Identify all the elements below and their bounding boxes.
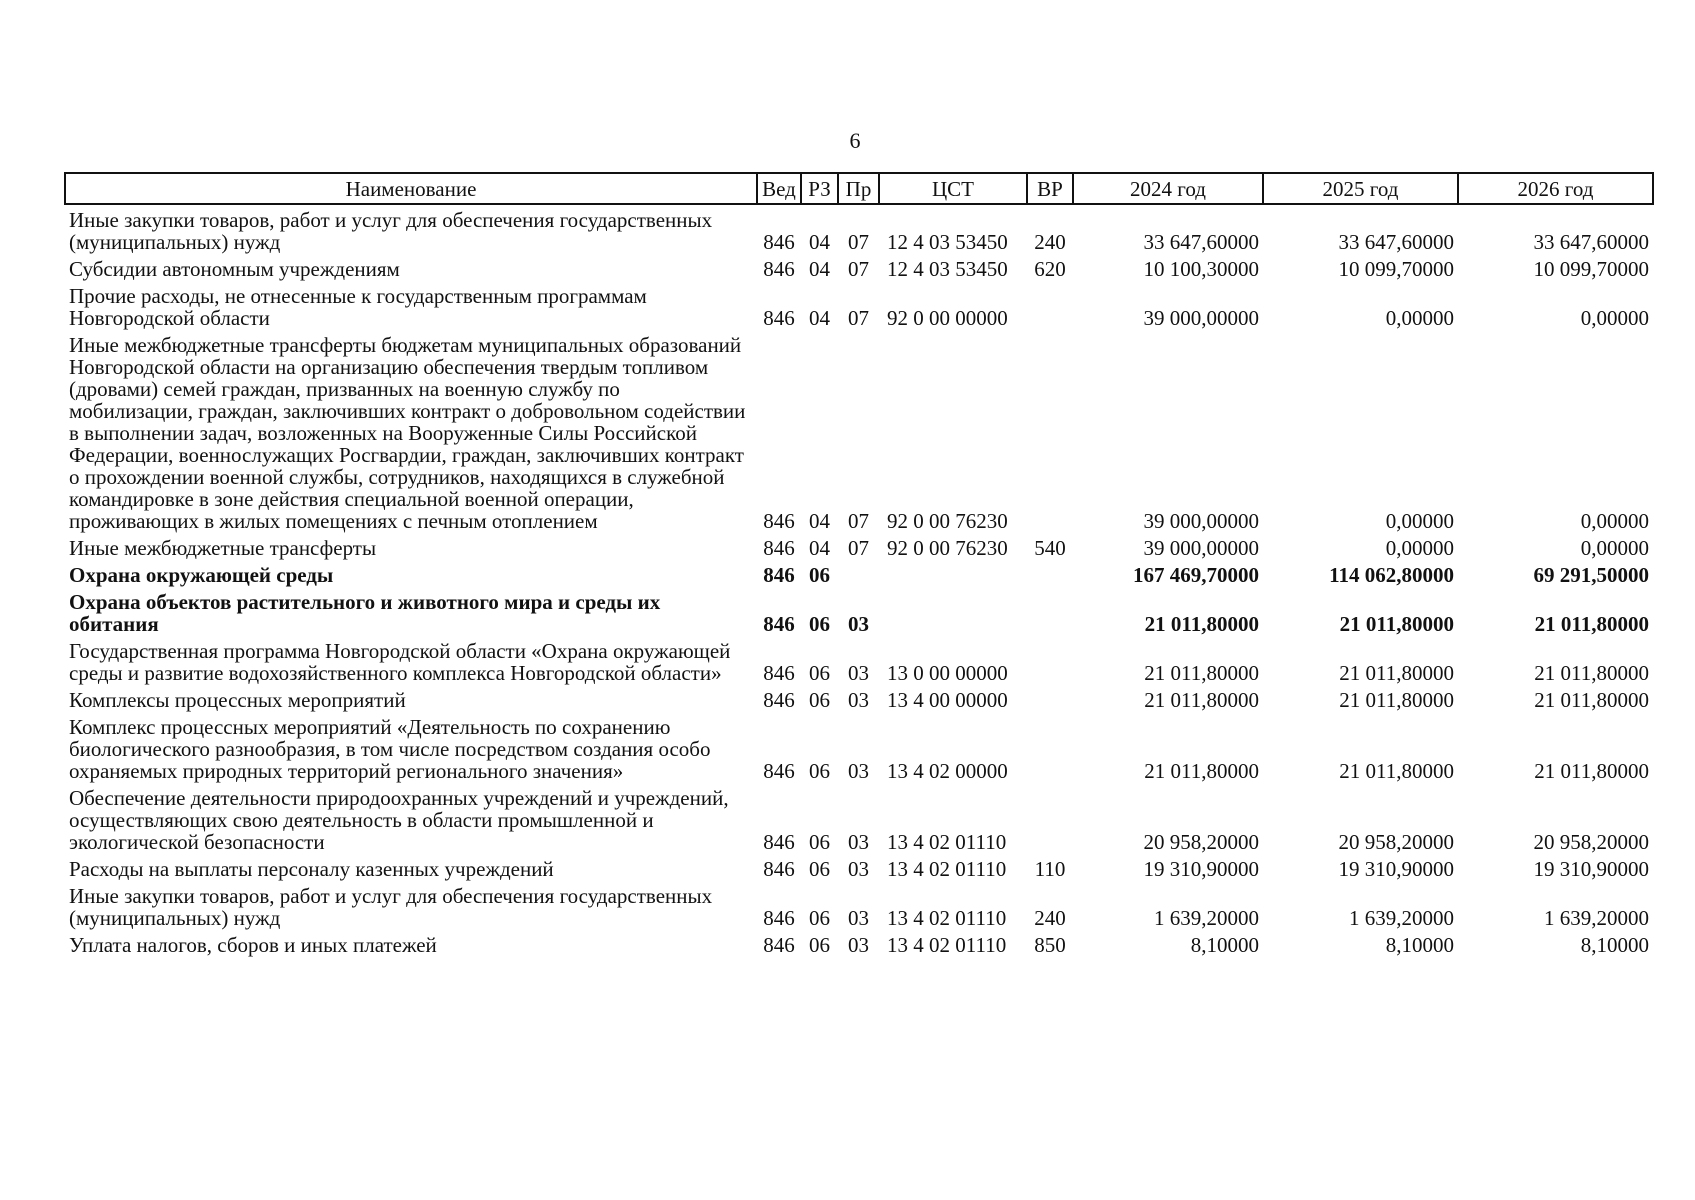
cell-2024: 21 011,80000	[1144, 661, 1259, 685]
cell-2025: 21 011,80000	[1339, 759, 1454, 783]
table-row	[65, 560, 1653, 587]
cell-ved: 846	[763, 536, 795, 560]
cell-pr: 03	[848, 688, 869, 712]
cell-name: Охрана объектов растительного и животного мира и среды их обитания	[69, 590, 661, 636]
cell-name: Уплата налогов, сборов и иных платежей	[69, 933, 437, 957]
cell-name: Расходы на выплаты персоналу казенных учреждений	[69, 857, 554, 881]
table-row	[65, 712, 1653, 783]
cell-2026: 20 958,20000	[1533, 830, 1649, 854]
cell-pr: 07	[848, 509, 869, 533]
cell-rz: 04	[809, 257, 830, 281]
cell-2026: 21 011,80000	[1534, 661, 1649, 685]
table-row	[65, 881, 1653, 930]
cell-rz: 04	[809, 509, 830, 533]
cell-2025: 10 099,70000	[1338, 257, 1454, 281]
cell-cst: 92 0 00 76230	[887, 509, 1008, 533]
cell-cst	[879, 587, 1027, 636]
cell-vr	[1027, 587, 1073, 636]
cell-vr	[1027, 685, 1073, 712]
table-row	[65, 636, 1653, 685]
cell-pr	[838, 560, 879, 587]
cell-2025: 33 647,60000	[1338, 230, 1454, 254]
cell-pr: 07	[848, 230, 869, 254]
cell-2026: 0,00000	[1580, 536, 1649, 560]
cell-vr	[1027, 783, 1073, 854]
cell-pr: 03	[848, 661, 869, 685]
cell-2024: 167 469,70000	[1133, 563, 1259, 587]
cell-ved: 846	[763, 906, 795, 930]
cell-2024: 33 647,60000	[1143, 230, 1259, 254]
cell-pr: 07	[848, 306, 869, 330]
cell-ved: 846	[763, 857, 795, 881]
cell-2026: 33 647,60000	[1533, 230, 1649, 254]
table-row	[65, 330, 1653, 533]
cell-rz: 04	[809, 536, 830, 560]
cell-ved: 846	[763, 612, 795, 636]
header-name: Наименование	[65, 173, 757, 204]
cell-name: Иные межбюджетные трансферты бюджетам муниципальных образований Новгородской области на организацию обеспечения твердым топливом (дровами) семей граждан, призванных на военную службу по мобилизации, граждан, заключивших контракт о добровольном содействии в выполнении задач, возложенных на Вооруженные Силы Российской Федерации, военнослужащих Росгвардии, граждан, заключивших контракт о прохождении военной службы, сотрудников, находящихся в служебной командировке в зоне действия специальной военной операции, проживающих в жилых помещениях с печным отоплением	[69, 333, 746, 533]
cell-vr: 240	[1034, 906, 1066, 930]
cell-cst: 13 4 02 00000	[887, 759, 1008, 783]
cell-name: Комплексы процессных мероприятий	[69, 688, 406, 712]
cell-pr: 03	[848, 857, 869, 881]
cell-rz: 06	[809, 688, 830, 712]
cell-rz: 06	[809, 563, 830, 587]
cell-rz: 06	[809, 661, 830, 685]
cell-vr: 620	[1034, 257, 1066, 281]
cell-ved: 846	[763, 688, 795, 712]
cell-name: Иные закупки товаров, работ и услуг для обеспечения государственных (муниципальных) нужд	[69, 884, 713, 930]
table-row	[65, 854, 1653, 881]
header-ved: Вед	[757, 173, 801, 204]
cell-vr	[1027, 636, 1073, 685]
cell-pr: 03	[848, 933, 869, 957]
cell-ved: 846	[763, 830, 795, 854]
cell-2026: 0,00000	[1580, 509, 1649, 533]
cell-2024: 8,10000	[1190, 933, 1259, 957]
cell-cst: 92 0 00 76230	[887, 536, 1008, 560]
cell-name: Иные межбюджетные трансферты	[69, 536, 377, 560]
cell-ved: 846	[763, 230, 795, 254]
cell-2024: 1 639,20000	[1154, 906, 1259, 930]
cell-2026: 0,00000	[1580, 306, 1649, 330]
cell-name: Комплекс процессных мероприятий «Деятельность по сохранению биологического разнообразия, в том числе посредством создания особо охраняемых природных территорий регионального значения»	[69, 715, 711, 783]
cell-2025: 114 062,80000	[1329, 563, 1454, 587]
cell-rz: 06	[809, 857, 830, 881]
table-row	[65, 783, 1653, 854]
cell-2026: 21 011,80000	[1534, 688, 1649, 712]
cell-rz: 04	[809, 306, 830, 330]
cell-vr	[1027, 330, 1073, 533]
cell-name: Обеспечение деятельности природоохранных учреждений и учреждений, осуществляющих свою деятельность в области промышленной и экологической безопасности	[69, 786, 729, 854]
header-rz: РЗ	[801, 173, 838, 204]
cell-cst: 92 0 00 00000	[887, 306, 1008, 330]
cell-rz: 06	[809, 612, 830, 636]
table-row	[65, 533, 1653, 560]
cell-name: Субсидии автономным учреждениям	[69, 257, 400, 281]
table-row	[65, 281, 1653, 330]
table-row	[65, 685, 1653, 712]
table-row	[65, 204, 1653, 254]
cell-2026: 19 310,90000	[1533, 857, 1649, 881]
table-row	[65, 930, 1653, 957]
cell-vr: 850	[1034, 933, 1066, 957]
cell-2025: 21 011,80000	[1339, 612, 1454, 636]
cell-2025: 21 011,80000	[1339, 661, 1454, 685]
table-row	[65, 587, 1653, 636]
cell-cst: 13 4 02 01110	[887, 830, 1007, 854]
cell-2025: 19 310,90000	[1338, 857, 1454, 881]
cell-name: Прочие расходы, не отнесенные к государственным программам Новгородской области	[69, 284, 647, 330]
cell-cst: 13 4 02 01110	[887, 933, 1007, 957]
cell-vr	[1027, 560, 1073, 587]
cell-2025: 0,00000	[1385, 536, 1454, 560]
cell-2026: 1 639,20000	[1544, 906, 1649, 930]
cell-2026: 8,10000	[1580, 933, 1649, 957]
cell-cst: 13 4 02 01110	[887, 906, 1007, 930]
cell-ved: 846	[763, 933, 795, 957]
table-row	[65, 254, 1653, 281]
cell-pr: 03	[848, 906, 869, 930]
cell-2025: 20 958,20000	[1338, 830, 1454, 854]
cell-rz: 06	[809, 830, 830, 854]
cell-2024: 39 000,00000	[1143, 509, 1259, 533]
cell-cst: 12 4 03 53450	[887, 230, 1008, 254]
cell-2026: 10 099,70000	[1533, 257, 1649, 281]
cell-2024: 20 958,20000	[1143, 830, 1259, 854]
cell-rz: 06	[809, 933, 830, 957]
cell-2025: 1 639,20000	[1349, 906, 1454, 930]
cell-2026: 69 291,50000	[1533, 563, 1649, 587]
cell-pr: 03	[848, 612, 869, 636]
cell-name: Иные закупки товаров, работ и услуг для обеспечения государственных (муниципальных) нужд	[69, 208, 713, 254]
cell-2024: 21 011,80000	[1144, 688, 1259, 712]
cell-rz: 06	[809, 759, 830, 783]
cell-cst	[879, 560, 1027, 587]
cell-name: Охрана окружающей среды	[69, 563, 334, 587]
cell-ved: 846	[763, 759, 795, 783]
cell-2026: 21 011,80000	[1534, 759, 1649, 783]
cell-2024: 21 011,80000	[1144, 612, 1259, 636]
cell-2026: 21 011,80000	[1534, 612, 1649, 636]
cell-pr: 03	[848, 759, 869, 783]
cell-2025: 8,10000	[1385, 933, 1454, 957]
header-vr: ВР	[1027, 173, 1073, 204]
cell-vr: 540	[1034, 536, 1066, 560]
header-pr: Пр	[838, 173, 879, 204]
cell-2024: 39 000,00000	[1143, 306, 1259, 330]
page-number: 6	[849, 128, 861, 153]
cell-vr: 240	[1034, 230, 1066, 254]
cell-2024: 21 011,80000	[1144, 759, 1259, 783]
cell-rz: 04	[809, 230, 830, 254]
cell-ved: 846	[763, 306, 795, 330]
cell-cst: 13 4 02 01110	[887, 857, 1007, 881]
header-cst: ЦСТ	[879, 173, 1027, 204]
table-body	[65, 204, 1653, 957]
cell-2024: 10 100,30000	[1143, 257, 1259, 281]
cell-vr: 110	[1034, 857, 1066, 881]
cell-vr	[1027, 281, 1073, 330]
cell-pr: 03	[848, 830, 869, 854]
cell-ved: 846	[763, 563, 795, 587]
cell-cst: 13 4 00 00000	[887, 688, 1008, 712]
cell-2024: 39 000,00000	[1143, 536, 1259, 560]
budget-table	[64, 172, 1654, 957]
cell-2025: 0,00000	[1385, 306, 1454, 330]
cell-2025: 0,00000	[1385, 509, 1454, 533]
cell-2024: 19 310,90000	[1143, 857, 1259, 881]
cell-pr: 07	[848, 257, 869, 281]
cell-ved: 846	[763, 509, 795, 533]
cell-vr	[1027, 712, 1073, 783]
cell-ved: 846	[763, 257, 795, 281]
header-2026: 2026 год	[1458, 173, 1653, 204]
cell-cst: 13 0 00 00000	[887, 661, 1008, 685]
cell-rz: 06	[809, 906, 830, 930]
cell-pr: 07	[848, 536, 869, 560]
cell-cst: 12 4 03 53450	[887, 257, 1008, 281]
header-2025: 2025 год	[1263, 173, 1458, 204]
header-2024: 2024 год	[1073, 173, 1263, 204]
table-header	[65, 173, 1653, 204]
cell-2025: 21 011,80000	[1339, 688, 1454, 712]
cell-ved: 846	[763, 661, 795, 685]
cell-name: Государственная программа Новгородской области «Охрана окружающей среды и развитие водохозяйственного комплекса Новгородской области»	[69, 639, 731, 685]
